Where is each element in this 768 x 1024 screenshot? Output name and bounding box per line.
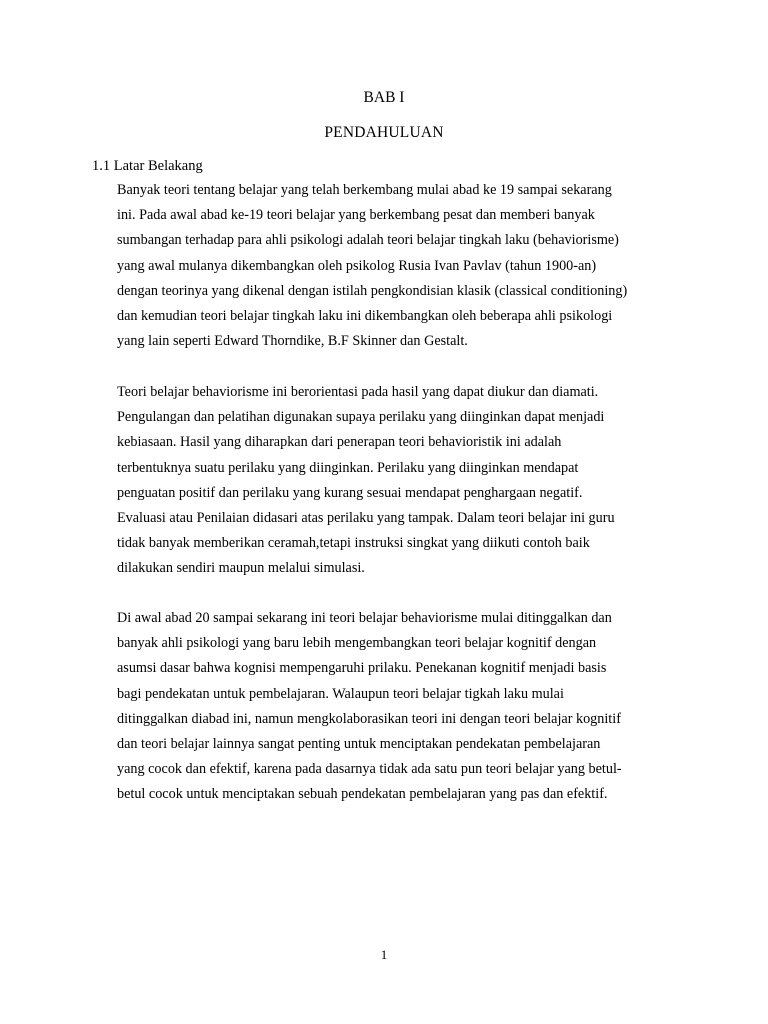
text-line: bagi pendekatan untuk pembelajaran. Walaupun teori belajar tigkah laku mulai	[117, 685, 564, 702]
text-line: dilakukan sendiri maupun melalui simulasi.	[117, 560, 365, 577]
text-line: Banyak teori tentang belajar yang telah berkembang mulai abad ke 19 sampai sekarang	[117, 182, 612, 198]
text-line: ini. Pada awal abad ke-19 teori belajar yang berkembang pesat dan memberi banyak	[117, 207, 595, 224]
text-line: asumsi dasar bahwa kognisi mempengaruhi prilaku. Penekanan kognitif menjadi basis	[117, 660, 607, 677]
text-line: Evaluasi atau Penilaian didasari atas perilaku yang tampak. Dalam teori belajar ini guru	[117, 510, 615, 527]
text-line: kebiasaan. Hasil yang diharapkan dari penerapan teori behavioristik ini adalah	[117, 434, 562, 451]
text-line: penguatan positif dan perilaku yang kurang sesuai mendapat penghargaan negatif.	[117, 484, 583, 501]
text-line: Teori belajar behaviorisme ini berorientasi pada hasil yang dapat diukur dan diamati.	[117, 384, 599, 400]
chapter-title: PENDAHULUAN	[324, 124, 444, 141]
paragraph-behaviorism	[117, 380, 697, 582]
paragraph-cognitive	[117, 606, 697, 808]
paragraph-background-intro	[117, 178, 697, 354]
page-number: 1	[380, 947, 388, 962]
text-line: ditinggalkan diabad ini, namun mengkolaborasikan teori ini dengan teori belajar kognitif	[117, 710, 621, 727]
text-line: betul cocok untuk menciptakan sebuah pendekatan pembelajaran yang pas dan efektif.	[117, 786, 608, 803]
text-line: terbentuknya suatu perilaku yang diinginkan. Perilaku yang diinginkan mendapat	[117, 459, 579, 476]
text-line: banyak ahli psikologi yang baru lebih mengembangkan teori belajar kognitif dengan	[117, 635, 597, 652]
text-line: Pengulangan dan pelatihan digunakan supaya perilaku yang diinginkan dapat menjadi	[117, 409, 605, 426]
text-line: dan kemudian teori belajar tingkah laku ini dikembangkan oleh beberapa ahli psikologi	[117, 308, 613, 325]
text-line: tidak banyak memberikan ceramah,tetapi instruksi singkat yang diikuti contoh baik	[117, 535, 590, 552]
text-line: yang lain seperti Edward Thorndike, B.F Skinner dan Gestalt.	[117, 333, 468, 350]
text-line: dan teori belajar lainnya sangat penting untuk menciptakan pendekatan pembelajaran	[117, 736, 601, 753]
chapter-number: BAB I	[363, 89, 405, 106]
text-line: Di awal abad 20 sampai sekarang ini teori belajar behaviorisme mulai ditinggalkan dan	[117, 610, 612, 626]
text-line: dengan teorinya yang dikenal dengan istilah pengkondisian klasik (classical conditioning)	[117, 282, 628, 299]
section-heading: 1.1 Latar Belakang	[92, 158, 203, 174]
text-line: yang awal mulanya dikembangkan oleh psikolog Rusia Ivan Pavlav (tahun 1900-an)	[117, 257, 597, 274]
text-line: yang cocok dan efektif, karena pada dasarnya tidak ada satu pun teori belajar yang betul-	[117, 761, 622, 778]
text-line: sumbangan terhadap para ahli psikologi adalah teori belajar tingkah laku (behaviorisme)	[117, 232, 619, 249]
